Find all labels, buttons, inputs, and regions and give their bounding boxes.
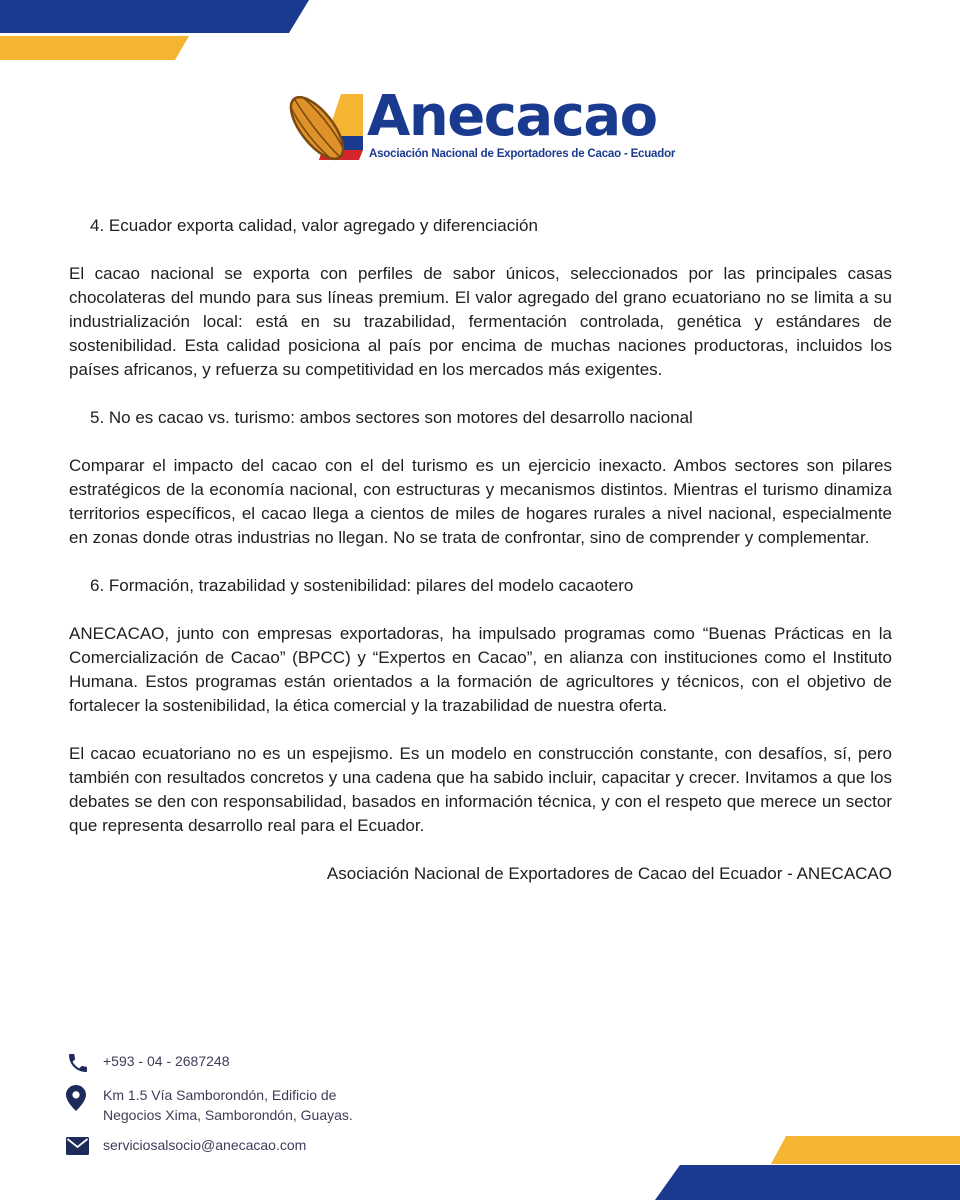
logo-subtitle: Asociación Nacional de Exportadores de Cacao - Ecuador [369,148,676,160]
top-corner-decoration [0,0,320,62]
section-5-heading: 5. No es cacao vs. turismo: ambos sectores son motores del desarrollo nacional [90,408,693,427]
section-4-body: El cacao nacional se exporta con perfiles de sabor únicos, seleccionados por las principales casas chocolateras del mundo para sus líneas premium. El valor agregado del grano ecuatoriano no se limita a su industrialización local: está en su trazabilidad, fermentación controlada, genética y estándares de sostenibilidad. Esta calidad posiciona al país por encima de muchas naciones productoras, incluidos los países africanos, y refuerza su competitividad en los mercados más exigentes. [69,264,892,379]
anecacao-logo [283,84,676,168]
address-line-2: Negocios Xima, Samborondón, Guayas. [103,1107,353,1123]
phone-number[interactable]: +593 - 04 - 2687248 [103,1053,230,1069]
address-line-1: Km 1.5 Vía Samborondón, Edificio de [103,1087,337,1103]
mail-icon [66,1137,89,1155]
location-pin-icon [66,1085,86,1111]
signature: Asociación Nacional de Exportadores de Cacao del Ecuador - ANECACAO [326,864,892,883]
section-4-heading: 4. Ecuador exporta calidad, valor agregado y diferenciación [90,216,538,235]
email-address[interactable]: serviciosalsocio@anecacao.com [103,1137,307,1153]
section-5-body: Comparar el impacto del cacao con el del turismo es un ejercicio inexacto. Ambos sectores son pilares estratégicos de la economía nacional, con estructuras y mecanismos distintos. Mientras el turismo dinamiza territorios específicos, el cacao llega a cientos de miles de hogares rurales a nivel nacional, especialmente en zonas donde otras industrias no llegan. No se trata de confrontar, sino de comprender y complementar. [69,456,892,547]
cacao-pod-icon [283,88,363,168]
section-6-heading: 6. Formación, trazabilidad y sostenibilidad: pilares del modelo cacaotero [90,576,634,595]
address-text [103,1085,353,1125]
logo-wordmark: Anecacao [367,84,657,149]
document-body [69,214,892,886]
bottom-corner-decoration [650,1136,960,1200]
phone-icon [66,1051,90,1075]
section-6-body: ANECACAO, junto con empresas exportadoras, ha impulsado programas como “Buenas Prácticas en la Comercialización de Cacao” (BPCC) y “Expertos en Cacao”, en alianza con instituciones como el Instituto Humana. Estos programas están orientados a la formación de agricultores y técnicos, con el objetivo de fortalecer la sostenibilidad, la ética comercial y la trazabilidad de nuestra oferta. [69,624,892,715]
closing-paragraph: El cacao ecuatoriano no es un espejismo. Es un modelo en construcción constante, con desafíos, sí, pero también con resultados concretos y una cadena que ha sabido incluir, capacitar y crecer. Invitamos a que los debates se den con responsabilidad, basados en información técnica, y con el respeto que merece un sector que representa desarrollo real para el Ecuador. [69,744,892,835]
